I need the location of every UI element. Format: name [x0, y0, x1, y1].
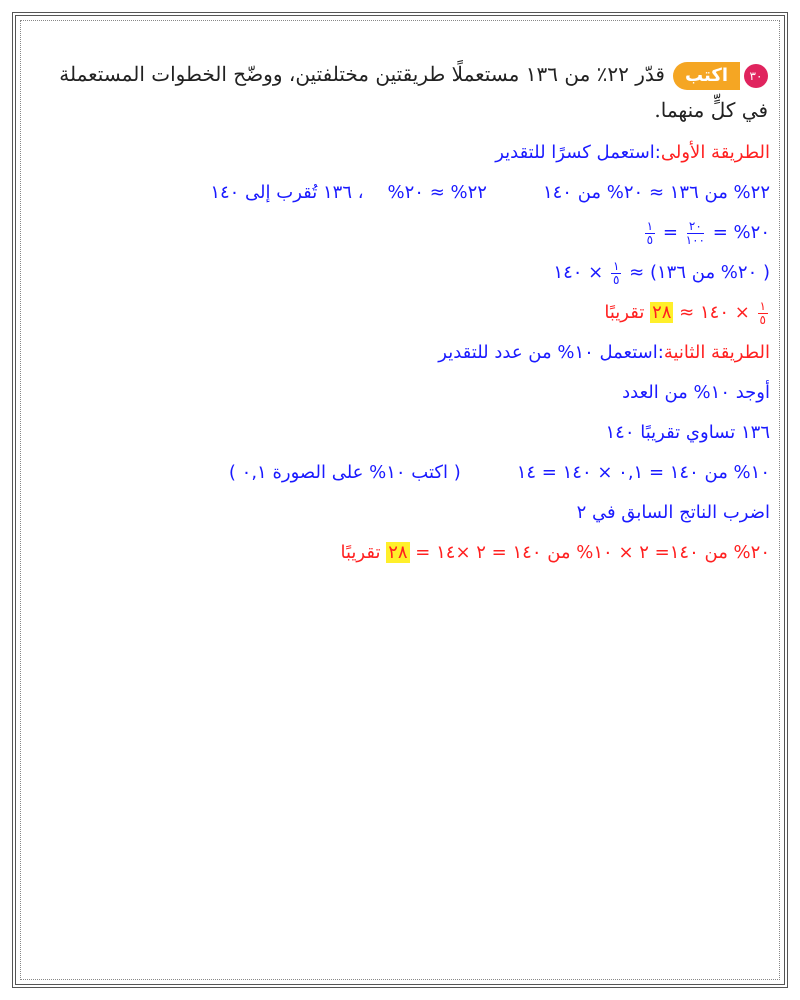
method2-heading — [30, 338, 770, 368]
method1-title: الطريقة الأولى — [660, 142, 770, 163]
method1-result-value: ٢٨ — [652, 302, 672, 323]
method2-step3 — [30, 458, 770, 488]
problem-text: قدّر ٢٢٪ من ١٣٦ مستعملًا طريقتين مختلفتين، ووضّح الخطوات المستعملة في كلٍّ منهما. — [59, 62, 768, 122]
method1-line1 — [30, 178, 770, 208]
method1-line1b: ٢٢% ≈ ٢٠% — [387, 182, 487, 203]
method1-line1a: ٢٢% من ١٣٦ ≈ ٢٠% من ١٤٠ — [542, 182, 770, 203]
method1-result-line — [30, 298, 770, 328]
method1-result-word: تقريبًا — [604, 302, 645, 323]
method1-line1c: ، ١٣٦ تُقرب إلى ١٤٠ — [210, 182, 364, 203]
frac-b-numerator: ١ — [646, 218, 654, 233]
method2-title: الطريقة الثانية — [663, 342, 770, 363]
method2-step1: أوجد ١٠% من العدد — [622, 382, 770, 403]
problem-statement — [30, 56, 770, 128]
method2-result-value: ٢٨ — [388, 542, 408, 563]
frac-a-numerator: ٢٠ — [688, 218, 702, 233]
fraction-one-fifth — [645, 220, 655, 247]
method1-approx-line — [30, 258, 770, 288]
method2-desc: :استعمل ١٠% من عدد للتقدير — [438, 342, 664, 363]
method2-step5a: ٢٠% من ١٤٠= ٢ × ١٠% من ١٤٠ = — [491, 542, 770, 563]
method2-step4: اضرب الناتج السابق في ٢ — [576, 502, 770, 523]
frac-eq-left: ٢٠% = — [712, 222, 770, 243]
approx-right: × ١٤٠ — [553, 262, 604, 283]
frac-d-denominator: ٥ — [759, 312, 766, 327]
method2-step5 — [30, 538, 770, 568]
problem-number-badge: ٣٠ — [744, 64, 768, 88]
frac-c-denominator: ٥ — [612, 272, 620, 287]
method1-heading — [30, 138, 770, 168]
frac-eq-mid: = — [662, 222, 678, 243]
method2-result-word: تقريبًا — [340, 542, 381, 563]
fraction-one-fifth-3 — [758, 300, 768, 327]
approx-left: ( ٢٠% من ١٣٦) ≈ — [629, 262, 770, 283]
frac-a-denominator: ١٠٠ — [685, 232, 705, 247]
method1-fraction-line — [30, 218, 770, 248]
fraction-one-fifth-2 — [611, 260, 621, 287]
method2-step5b: ٢ ×١٤ = — [415, 542, 486, 563]
method2-step3a: ١٠% من ١٤٠ = ٠,١ × ١٤٠ = ١٤ — [516, 462, 770, 483]
method2-step2: ١٣٦ تساوي تقريبًا ١٤٠ — [605, 422, 770, 443]
result-right: × ١٤٠ ≈ — [679, 302, 750, 323]
write-tag-label: اكتب — [673, 62, 740, 90]
document-content — [30, 56, 770, 578]
fraction-twenty-hundred — [686, 220, 705, 247]
frac-b-denominator: ٥ — [646, 232, 654, 247]
frac-c-numerator: ١ — [612, 258, 620, 273]
method1-desc: :استعمل كسرًا للتقدير — [495, 142, 661, 163]
frac-d-numerator: ١ — [759, 298, 766, 313]
method2-step3b: ( اكتب ١٠% على الصورة ٠,١ ) — [228, 462, 461, 483]
